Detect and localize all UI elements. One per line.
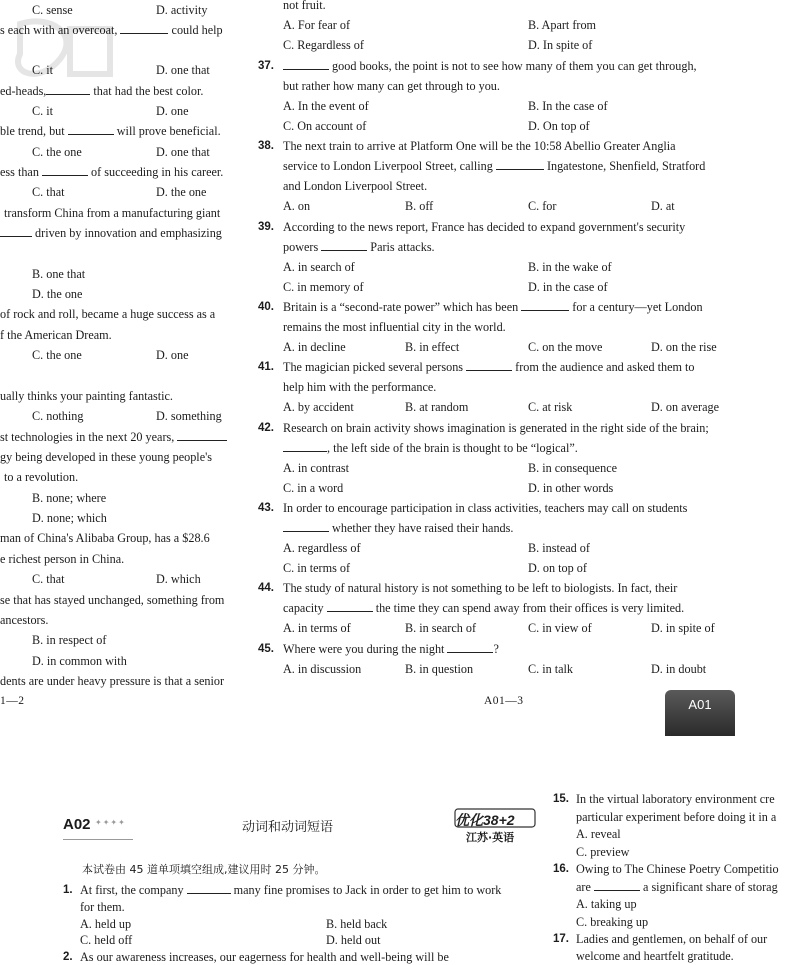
option-d: D. something: [156, 409, 222, 423]
option-c: C. in terms of: [283, 561, 351, 575]
question-line: powers Paris attacks.: [283, 240, 435, 254]
option-c: C. on the move: [528, 340, 603, 354]
option-b: B. In the case of: [528, 99, 608, 113]
option-a: A. taking up: [576, 897, 637, 911]
option-d: D. which: [156, 572, 201, 586]
question-line: f the American Dream.: [0, 328, 112, 342]
option-a: A. For fear of: [283, 18, 351, 32]
option-a: A. In the event of: [283, 99, 369, 113]
option-c: C. in view of: [528, 621, 592, 635]
question-number: 38.: [258, 140, 274, 152]
question-number: 39.: [258, 221, 274, 233]
section-title: 动词和动词短语: [242, 820, 334, 835]
option-d: D. one that: [156, 63, 210, 77]
option-b: B. in question: [405, 662, 474, 676]
section-tab: A01: [665, 690, 735, 736]
question-line: driven by innovation and emphasizing: [0, 225, 222, 241]
question-line: The study of natural history is not something to be left to biologists. In fact, their: [283, 581, 678, 595]
question-line: good books, the point is not to see how many of them you can get through,: [283, 58, 697, 74]
question-line: Research on brain activity shows imagination is generated in the right side of the brain;: [283, 421, 709, 435]
question-line: ancestors.: [0, 613, 49, 627]
question-line: ed-heads, that had the best color.: [0, 84, 204, 98]
option-c: C. the one: [32, 348, 82, 362]
question-number: 45.: [258, 643, 274, 655]
question-line: but rather how many can get through to you.: [283, 79, 500, 93]
question-number: 41.: [258, 361, 274, 373]
page-number-right: A01—3: [484, 695, 524, 707]
question-line: At first, the company many fine promises to Jack in order to get him to work: [80, 883, 502, 897]
option-a: A. in decline: [283, 340, 346, 354]
option-c: C. it: [32, 63, 53, 77]
option-c: C. Regardless of: [283, 38, 364, 52]
question-line: remains the most influential city in the world.: [283, 320, 506, 334]
question-line: man of China's Alibaba Group, has a $28.6: [0, 531, 210, 545]
option-d: D. activity: [156, 3, 208, 17]
question-line: of rock and roll, became a huge success as a: [0, 307, 216, 321]
option-d: D. one that: [156, 145, 210, 159]
question-line: In the virtual laboratory environment cre: [576, 792, 775, 806]
question-number: 1.: [63, 884, 73, 896]
option-b: B. none; where: [32, 491, 107, 505]
option-c: C. nothing: [32, 409, 84, 423]
option-d: D. the one: [32, 287, 83, 301]
question-number: 15.: [553, 793, 569, 805]
option-d: D. in other words: [528, 481, 614, 495]
option-b: B. one that: [32, 267, 86, 281]
question-line: Ladies and gentlemen, on behalf of our: [576, 932, 768, 946]
option-d: D. in the case of: [528, 280, 608, 294]
option-c: C. at risk: [528, 400, 573, 414]
question-line: capacity the time they can spend away from their offices is very limited.: [283, 601, 685, 615]
option-b: B. in search of: [405, 621, 477, 635]
question-number: 42.: [258, 422, 274, 434]
option-d: D. in doubt: [651, 662, 707, 676]
series-logo: 优化38+2: [455, 812, 515, 828]
question-line: Where were you during the night ?: [283, 642, 499, 656]
option-d: D. On top of: [528, 119, 590, 133]
option-d: D. in spite of: [651, 621, 715, 635]
option-d: D. on top of: [528, 561, 587, 575]
question-line: Britain is a “second-rate power” which has been for a century—yet London: [283, 300, 703, 314]
badge-underline: [63, 839, 133, 840]
option-b: B. off: [405, 199, 434, 213]
option-a: A. in terms of: [283, 621, 351, 635]
question-number: 44.: [258, 582, 274, 594]
question-number: 16.: [553, 863, 569, 875]
question-line: ually thinks your painting fantastic.: [0, 389, 173, 403]
option-a: A. regardless of: [283, 541, 361, 555]
question-line: not fruit.: [283, 0, 326, 12]
option-a: A. in contrast: [283, 461, 350, 475]
instructions: 本试卷由 45 道单项填空组成,建议用时 25 分钟。: [82, 863, 326, 876]
question-number: 37.: [258, 60, 274, 72]
option-c: C. breaking up: [576, 915, 649, 929]
option-c: C. sense: [32, 3, 73, 17]
question-line: for them.: [80, 900, 125, 914]
option-b: B. in the wake of: [528, 260, 612, 274]
question-number: 2.: [63, 951, 73, 963]
option-c: C. On account of: [283, 119, 367, 133]
option-c: C. held off: [80, 933, 133, 947]
option-d: D. one: [156, 104, 189, 118]
question-line: se that has stayed unchanged, something from: [0, 593, 225, 607]
question-line: are a significant share of storag: [576, 880, 778, 894]
option-c: C. for: [528, 199, 557, 213]
option-b: B. Apart from: [528, 18, 597, 32]
question-line: e richest person in China.: [0, 552, 125, 566]
option-c: C. in memory of: [283, 280, 364, 294]
question-line: The next train to arrive at Platform One will be the 10:58 Abellio Greater Anglia: [283, 139, 676, 153]
option-b: B. held back: [326, 917, 388, 931]
decorative-dots: ✦✦✦✦: [95, 818, 126, 827]
option-d: D. the one: [156, 185, 207, 199]
series-subtitle: 江苏·英语: [466, 831, 515, 844]
question-number: 17.: [553, 933, 569, 945]
question-line: , the left side of the brain is thought to be “logical”.: [283, 440, 578, 456]
question-number: 43.: [258, 502, 274, 514]
question-number: 40.: [258, 301, 274, 313]
option-a: A. by accident: [283, 400, 354, 414]
option-b: B. at random: [405, 400, 469, 414]
option-a: A. in discussion: [283, 662, 362, 676]
option-c: C. that: [32, 185, 65, 199]
option-a: A. reveal: [576, 827, 621, 841]
option-d: D. at: [651, 199, 675, 213]
option-d: D. on average: [651, 400, 720, 414]
option-d: D. In spite of: [528, 38, 593, 52]
option-b: B. in consequence: [528, 461, 618, 475]
question-line: transform China from a manufacturing giant: [4, 206, 221, 220]
option-d: D. held out: [326, 933, 381, 947]
question-line: particular experiment before doing it in a: [576, 810, 777, 824]
question-line: st technologies in the next 20 years,: [0, 429, 227, 445]
option-c: C. it: [32, 104, 53, 118]
page-number-left: 1—2: [0, 695, 25, 707]
question-line: to a revolution.: [4, 470, 79, 484]
option-b: B. instead of: [528, 541, 590, 555]
question-line: s each with an overcoat, could help: [0, 23, 223, 37]
question-line: In order to encourage participation in class activities, teachers may call on students: [283, 501, 688, 515]
question-line: As our awareness increases, our eagerness for health and well-being will be: [80, 950, 449, 964]
option-c: C. in a word: [283, 481, 344, 495]
question-line: and London Liverpool Street.: [283, 179, 428, 193]
question-line: whether they have raised their hands.: [283, 520, 513, 536]
question-line: gy being developed in these young people's: [0, 450, 213, 464]
question-line: dents are under heavy pressure is that a senior: [0, 674, 225, 688]
option-d: D. none; which: [32, 511, 107, 525]
question-line: According to the news report, France has decided to expand government's security: [283, 220, 686, 234]
option-a: A. in search of: [283, 260, 355, 274]
section-badge: A02: [63, 816, 91, 833]
option-d: D. one: [156, 348, 189, 362]
option-c: C. that: [32, 572, 65, 586]
question-line: service to London Liverpool Street, calling Ingatestone, Shenfield, Stratford: [283, 159, 706, 173]
option-b: B. in effect: [405, 340, 460, 354]
option-c: C. preview: [576, 845, 630, 859]
option-d: D. in common with: [32, 654, 127, 668]
option-c: C. in talk: [528, 662, 574, 676]
question-line: help him with the performance.: [283, 380, 437, 394]
option-d: D. on the rise: [651, 340, 717, 354]
question-line: The magician picked several persons from the audience and asked them to: [283, 360, 695, 374]
question-line: welcome and heartfelt gratitude.: [576, 949, 734, 963]
option-c: C. the one: [32, 145, 82, 159]
question-line: ble trend, but will prove beneficial.: [0, 124, 221, 138]
option-a: A. held up: [80, 917, 132, 931]
option-a: A. on: [283, 199, 311, 213]
question-line: Owing to The Chinese Poetry Competitio: [576, 862, 779, 876]
option-b: B. in respect of: [32, 633, 107, 647]
question-line: ess than of succeeding in his career.: [0, 165, 224, 179]
